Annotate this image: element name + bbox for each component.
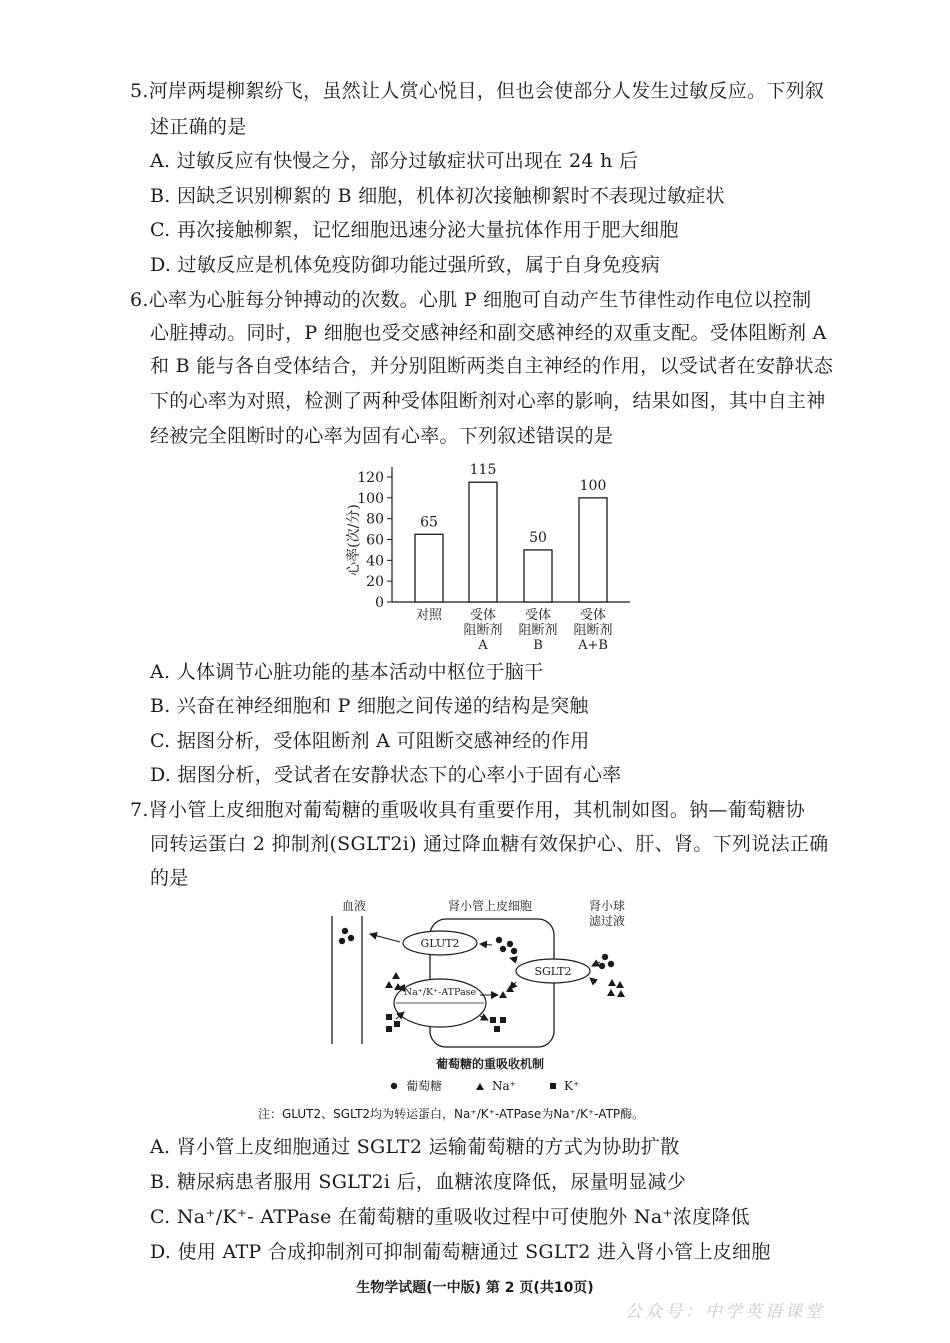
q6-stem-line4: 下的心率为对照，检测了两种受体阻断剂对心率的影响，结果如图，其中自主神 [150,390,826,412]
q6-stem-line3: 和 B 能与各自受体结合，并分别阻断两类自主神经的作用，以受试者在安静状态 [150,355,834,377]
q6-option-b: B. 兴奋在神经细胞和 P 细胞之间传递的结构是突触 [150,695,589,717]
page-footer: 生物学试题(一中版) 第 2 页(共10页) [356,1280,594,1296]
label-filtrate-1: 肾小球 [588,899,626,913]
bar [524,550,552,602]
x-category-label: 阻断剂 [518,623,558,638]
y-tick-label: 20 [366,574,384,591]
bar-value-label: 100 [579,477,607,494]
x-category-label: 受体 [579,608,607,623]
q5-option-c: C. 再次接触柳絮，记忆细胞迅速分泌大量抗体作用于肥大细胞 [150,219,679,241]
glucose-filtrate [599,954,614,969]
q5-option-a: A. 过敏反应有快慢之分，部分过敏症状可出现在 24 h 后 [150,150,639,172]
bar [579,498,607,602]
y-tick-label: 0 [375,595,384,611]
label-filtrate-2: 滤过液 [588,914,626,928]
y-tick-label: 120 [357,470,384,486]
glucose-cell [496,937,517,954]
na-filtrate [607,979,625,997]
na-k-atpase-label: Na⁺/K⁺-ATPase [403,987,477,998]
x-category-label: 阻断剂 [573,623,613,638]
x-category-label: A+B [578,638,608,653]
legend-k: K⁺ [564,1079,580,1093]
q5-option-b: B. 因缺乏识别柳絮的 B 细胞，机体初次接触柳絮时不表现过敏症状 [150,185,725,207]
label-blood: 血液 [342,899,367,913]
q6-option-a: A. 人体调节心脏功能的基本活动中枢位于脑干 [150,661,544,683]
q7-option-a: A. 肾小管上皮细胞通过 SGLT2 运输葡萄糖的方式为协助扩散 [150,1136,680,1158]
bar-value-label: 65 [420,514,438,531]
y-axis-label: 心率(次/分) [346,504,362,576]
q7-option-c: C. Na⁺/K⁺- ATPase 在葡萄糖的重吸收过程中可使胞外 Na⁺浓度降低 [150,1206,750,1228]
sglt2-label: SGLT2 [534,965,572,978]
q7-stem-line2: 同转运蛋白 2 抑制剂(SGLT2i) 通过降血糖有效保护心、肝、肾。下列说法正确 [150,833,829,855]
x-category-label: A [478,638,488,653]
q6-option-c: C. 据图分析，受体阻断剂 A 可阻断交感神经的作用 [150,730,590,752]
q7-option-d: D. 使用 ATP 合成抑制剂可抑制葡萄糖通过 SGLT2 进入肾小管上皮细胞 [150,1241,771,1263]
q5-option-d: D. 过敏反应是机体免疫防御功能过强所致，属于自身免疫病 [150,254,661,276]
glut2-label: GLUT2 [420,937,460,950]
bar-value-label: 115 [469,462,497,479]
k-inside [490,1017,506,1032]
diagram-note: 注：GLUT2、SGLT2均为转运蛋白，Na⁺/K⁺-ATPase为Na⁺/K⁺-ATP酶。 [258,1107,645,1121]
q6-stem-line1: 6.心率为心脏每分钟搏动的次数。心肌 P 细胞可自动产生节律性动作电位以控制 [130,289,812,311]
x-category-label: 阻断剂 [463,623,503,638]
x-category-label: 对照 [415,608,443,623]
heart-rate-bar-chart [330,455,650,655]
q6-stem-line2: 心脏搏动。同时，P 细胞也受交感神经和副交感神经的双重支配。受体阻断剂 A [150,322,827,344]
legend-glucose: 葡萄糖 [406,1079,443,1093]
q5-stem-line1: 5.河岸两堤柳絮纷飞，虽然让人赏心悦目，但也会使部分人发生过敏反应。下列叙 [130,80,825,102]
bar-value-label: 50 [529,529,547,546]
q6-option-d: D. 据图分析，受试者在安静状态下的心率小于固有心率 [150,764,622,786]
x-category-label: 受体 [524,608,552,623]
watermark: 公众号：中学英语课堂 [625,1302,825,1322]
na-cell-outside [385,972,402,990]
glucose-reabsorption-diagram [320,892,650,1104]
label-cell: 肾小管上皮细胞 [447,899,533,913]
y-tick-label: 80 [366,511,384,528]
legend-glucose-marker [391,1083,397,1089]
x-category-label: B [533,638,543,653]
y-tick-label: 60 [366,532,384,549]
legend-na: Na⁺ [492,1079,516,1093]
legend-k-marker [550,1083,556,1089]
q6-stem-line5: 经被完全阻断时的心率为固有心率。下列叙述错误的是 [150,425,614,447]
bar [469,482,497,602]
bar [415,534,443,602]
y-tick-label: 40 [366,553,384,570]
q7-stem-line3: 的是 [150,867,189,889]
q5-stem-line2: 述正确的是 [150,116,247,138]
legend-na-marker [476,1083,484,1090]
x-category-label: 受体 [469,608,497,623]
diagram-caption: 葡萄糖的重吸收机制 [435,1057,545,1071]
y-tick-label: 100 [357,490,384,507]
glucose-blood [339,928,354,944]
q7-option-b: B. 糖尿病患者服用 SGLT2i 后，血糖浓度降低，尿量明显减少 [150,1171,687,1193]
q7-stem-line1: 7.肾小管上皮细胞对葡萄糖的重吸收具有重要作用，其机制如图。钠—葡萄糖协 [130,799,805,821]
